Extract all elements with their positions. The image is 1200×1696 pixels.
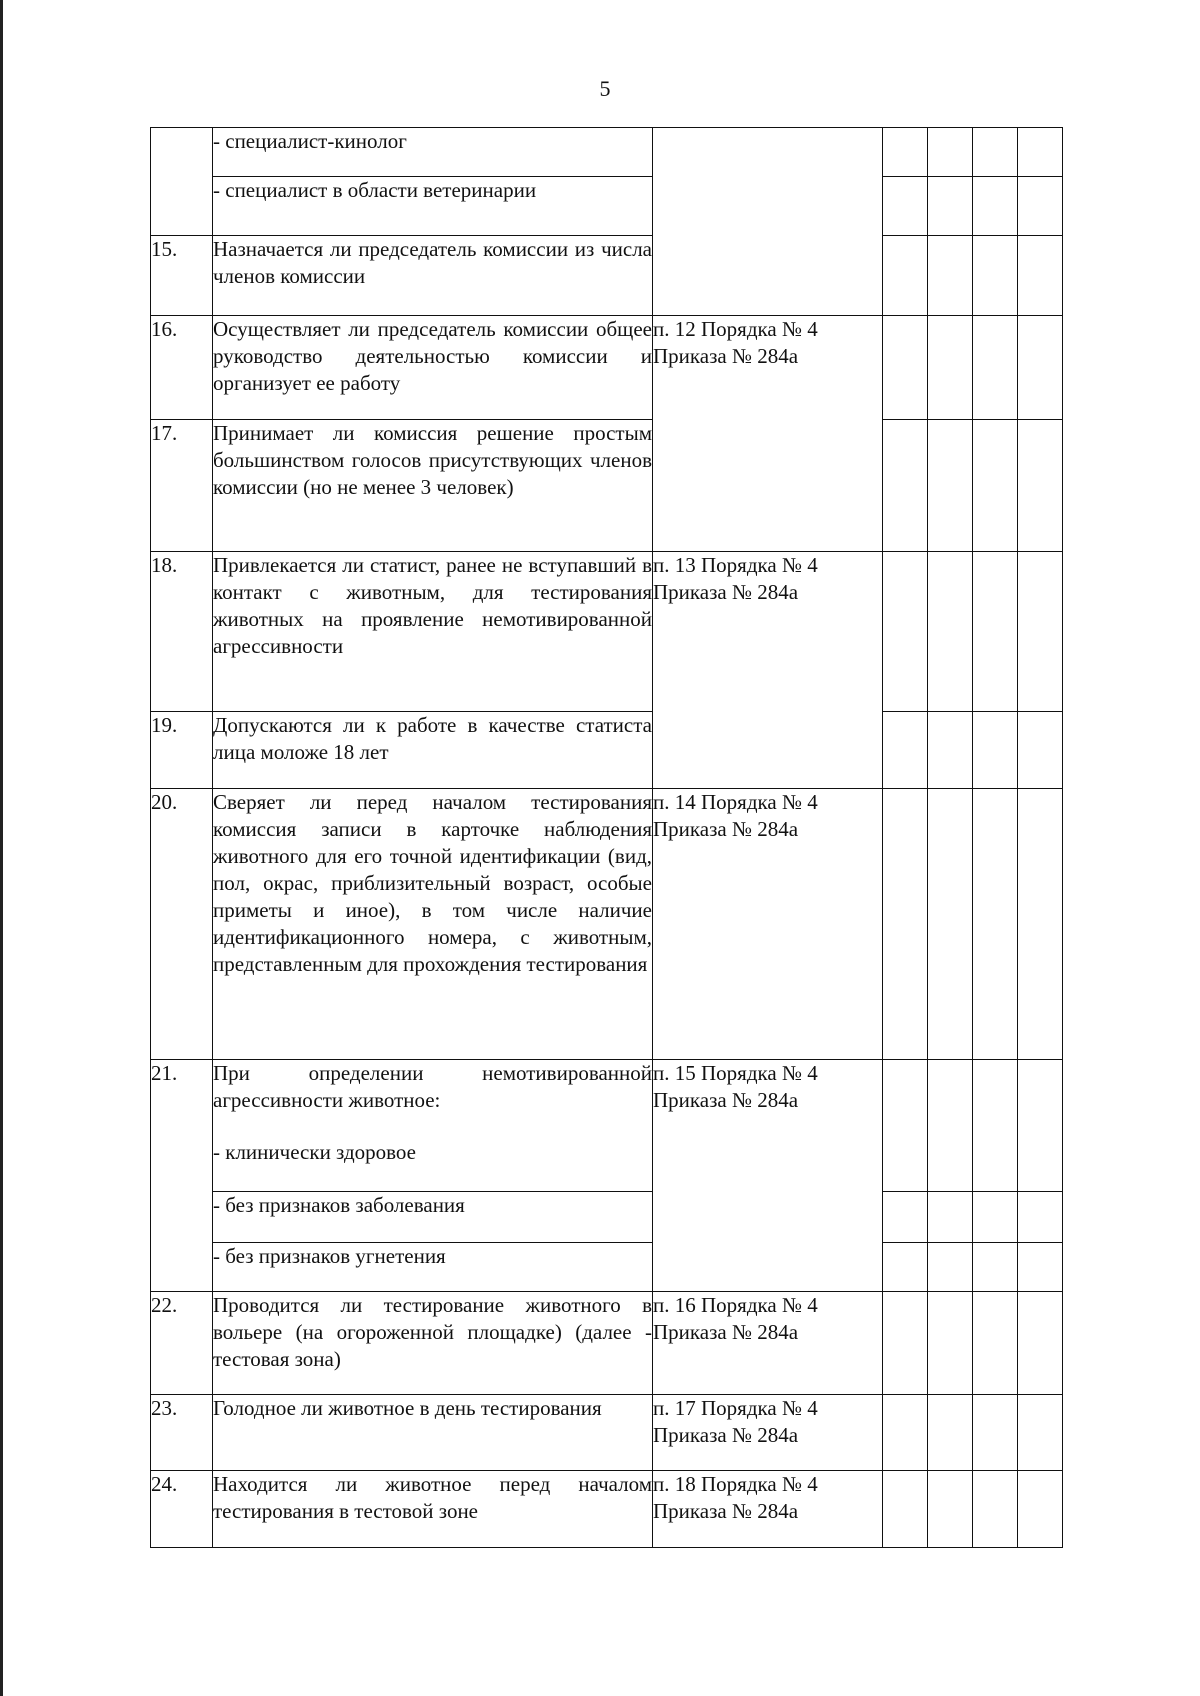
table-row — [151, 712, 1063, 789]
check-cell[interactable] — [1018, 316, 1063, 420]
question-text: Привлекается ли статист, ранее не вступавший в контакт с животным, для тестирования животных на проявление немотивированной агрессивности — [213, 553, 652, 658]
item-number: 21. — [151, 1060, 213, 1292]
check-cell[interactable] — [883, 420, 928, 552]
reference-line: Приказа № 284а — [653, 1499, 799, 1523]
check-cell[interactable] — [1018, 789, 1063, 1060]
question-text: Осуществляет ли председатель комиссии общее руководство деятельностью комиссии и организует ее работу — [213, 317, 652, 395]
table-row — [151, 177, 1063, 236]
item-number: 23. — [151, 1395, 213, 1471]
item-number: 16. — [151, 316, 213, 420]
check-cell[interactable] — [883, 1471, 928, 1548]
check-cell[interactable] — [973, 128, 1018, 177]
reference-line: Приказа № 284а — [653, 344, 799, 368]
page-number: 5 — [599, 76, 611, 101]
check-cell[interactable] — [883, 1192, 928, 1243]
question-cell — [213, 1192, 653, 1243]
question-text: Допускаются ли к работе в качестве статиста лица моложе 18 лет — [213, 713, 652, 764]
reference-cell — [653, 316, 883, 552]
question-cell — [213, 1292, 653, 1395]
reference-line: п. 17 Порядка № 4 — [653, 1396, 818, 1420]
check-cell[interactable] — [883, 128, 928, 177]
question-cell — [213, 1060, 653, 1192]
item-number: 24. — [151, 1471, 213, 1548]
check-cell[interactable] — [883, 177, 928, 236]
question-cell — [213, 552, 653, 712]
check-cell[interactable] — [928, 552, 973, 712]
check-cell[interactable] — [973, 1192, 1018, 1243]
question-cell — [213, 1471, 653, 1548]
question-cell — [213, 128, 653, 177]
item-number: 20. — [151, 789, 213, 1060]
reference-cell — [653, 552, 883, 789]
reference-cell — [653, 1395, 883, 1471]
reference-line: п. 16 Порядка № 4 — [653, 1293, 818, 1317]
table-row — [151, 420, 1063, 552]
table-row — [151, 1471, 1063, 1548]
table-row — [151, 316, 1063, 420]
reference-line: п. 18 Порядка № 4 — [653, 1472, 818, 1496]
reference-line: Приказа № 284а — [653, 580, 799, 604]
reference-cell — [653, 128, 883, 316]
check-cell[interactable] — [928, 1243, 973, 1292]
table-row — [151, 1292, 1063, 1395]
item-number: 22. — [151, 1292, 213, 1395]
check-cell[interactable] — [1018, 420, 1063, 552]
table-row — [151, 789, 1063, 1060]
question-cell — [213, 1395, 653, 1471]
reference-cell — [653, 789, 883, 1060]
item-number: 18. — [151, 552, 213, 712]
check-cell[interactable] — [928, 128, 973, 177]
check-cell[interactable] — [928, 1192, 973, 1243]
item-number: 19. — [151, 712, 213, 789]
question-cell — [213, 712, 653, 789]
check-cell[interactable] — [883, 712, 928, 789]
table-row — [151, 236, 1063, 316]
question-text: Проводится ли тестирование животного в вольере (на огороженной площадке) (далее - тестовая зона) — [213, 1293, 652, 1371]
check-cell[interactable] — [973, 1060, 1018, 1192]
reference-cell — [653, 1471, 883, 1548]
check-cell[interactable] — [928, 236, 973, 316]
check-cell[interactable] — [1018, 1243, 1063, 1292]
question-subitem: - клинически здоровое — [213, 1140, 417, 1164]
check-cell[interactable] — [973, 236, 1018, 316]
reference-line: п. 15 Порядка № 4 — [653, 1061, 818, 1085]
reference-line: Приказа № 284а — [653, 817, 799, 841]
table-row — [151, 552, 1063, 712]
check-cell[interactable] — [883, 1395, 928, 1471]
reference-cell — [653, 1292, 883, 1395]
question-cell — [213, 177, 653, 236]
question-cell — [213, 789, 653, 1060]
check-cell[interactable] — [973, 1395, 1018, 1471]
check-cell[interactable] — [1018, 712, 1063, 789]
question-text: Находится ли животное перед началом тестирования в тестовой зоне — [213, 1472, 652, 1523]
check-cell[interactable] — [973, 552, 1018, 712]
checklist-table — [150, 127, 1063, 1548]
check-cell[interactable] — [928, 1395, 973, 1471]
scan-edge — [0, 0, 3, 1696]
check-cell[interactable] — [883, 316, 928, 420]
check-cell[interactable] — [973, 1471, 1018, 1548]
check-cell[interactable] — [883, 1292, 928, 1395]
check-cell[interactable] — [1018, 128, 1063, 177]
check-cell[interactable] — [928, 712, 973, 789]
check-cell[interactable] — [973, 1243, 1018, 1292]
reference-line: п. 14 Порядка № 4 — [653, 790, 818, 814]
check-cell[interactable] — [1018, 552, 1063, 712]
item-number-cell — [151, 128, 213, 236]
check-cell[interactable] — [973, 177, 1018, 236]
table-row — [151, 1243, 1063, 1292]
question-text: - без признаков угнетения — [213, 1244, 446, 1268]
question-text: Принимает ли комиссия решение простым большинством голосов присутствующих членов комиссии (но не менее 3 человек) — [213, 421, 652, 499]
check-cell[interactable] — [1018, 1192, 1063, 1243]
check-cell[interactable] — [928, 789, 973, 1060]
check-cell[interactable] — [1018, 236, 1063, 316]
question-text: Назначается ли председатель комиссии из числа членов комиссии — [213, 237, 652, 288]
question-cell — [213, 316, 653, 420]
check-cell[interactable] — [1018, 177, 1063, 236]
check-cell[interactable] — [883, 789, 928, 1060]
item-number: 15. — [151, 236, 213, 316]
reference-cell — [653, 1060, 883, 1292]
check-cell[interactable] — [973, 316, 1018, 420]
check-cell[interactable] — [928, 420, 973, 552]
check-cell[interactable] — [1018, 1395, 1063, 1471]
question-cell — [213, 236, 653, 316]
reference-line: Приказа № 284а — [653, 1423, 799, 1447]
check-cell[interactable] — [973, 1292, 1018, 1395]
item-number: 17. — [151, 420, 213, 552]
check-cell[interactable] — [883, 1243, 928, 1292]
check-cell[interactable] — [973, 712, 1018, 789]
question-text: - без признаков заболевания — [213, 1193, 465, 1217]
check-cell[interactable] — [928, 177, 973, 236]
check-cell[interactable] — [928, 1471, 973, 1548]
table-row — [151, 1395, 1063, 1471]
check-cell[interactable] — [928, 316, 973, 420]
question-text: Голодное ли животное в день тестирования — [213, 1396, 602, 1420]
check-cell[interactable] — [883, 236, 928, 316]
question-text: - специалист-кинолог — [213, 129, 407, 153]
check-cell[interactable] — [1018, 1471, 1063, 1548]
reference-line: Приказа № 284а — [653, 1088, 799, 1112]
check-cell[interactable] — [1018, 1292, 1063, 1395]
check-cell[interactable] — [928, 1060, 973, 1192]
question-text: При определении немотивированной агрессивности животное: — [213, 1061, 652, 1112]
check-cell[interactable] — [973, 789, 1018, 1060]
question-cell — [213, 1243, 653, 1292]
reference-line: п. 13 Порядка № 4 — [653, 553, 818, 577]
question-text: Сверяет ли перед началом тестирования комиссия записи в карточке наблюдения животного для его точной идентификации (вид, пол, окрас, приблизительный возраст, особые приметы и иное), в том числе наличие идентификационного номера, с животным, представленным для прохождения тестирования — [213, 790, 652, 976]
check-cell[interactable] — [883, 1060, 928, 1192]
check-cell[interactable] — [973, 420, 1018, 552]
check-cell[interactable] — [883, 552, 928, 712]
reference-line: п. 12 Порядка № 4 — [653, 317, 818, 341]
reference-line: Приказа № 284а — [653, 1320, 799, 1344]
table-row — [151, 1192, 1063, 1243]
table-row — [151, 1060, 1063, 1192]
table-row — [151, 128, 1063, 177]
question-cell — [213, 420, 653, 552]
check-cell[interactable] — [928, 1292, 973, 1395]
question-text: - специалист в области ветеринарии — [213, 178, 537, 202]
check-cell[interactable] — [1018, 1060, 1063, 1192]
